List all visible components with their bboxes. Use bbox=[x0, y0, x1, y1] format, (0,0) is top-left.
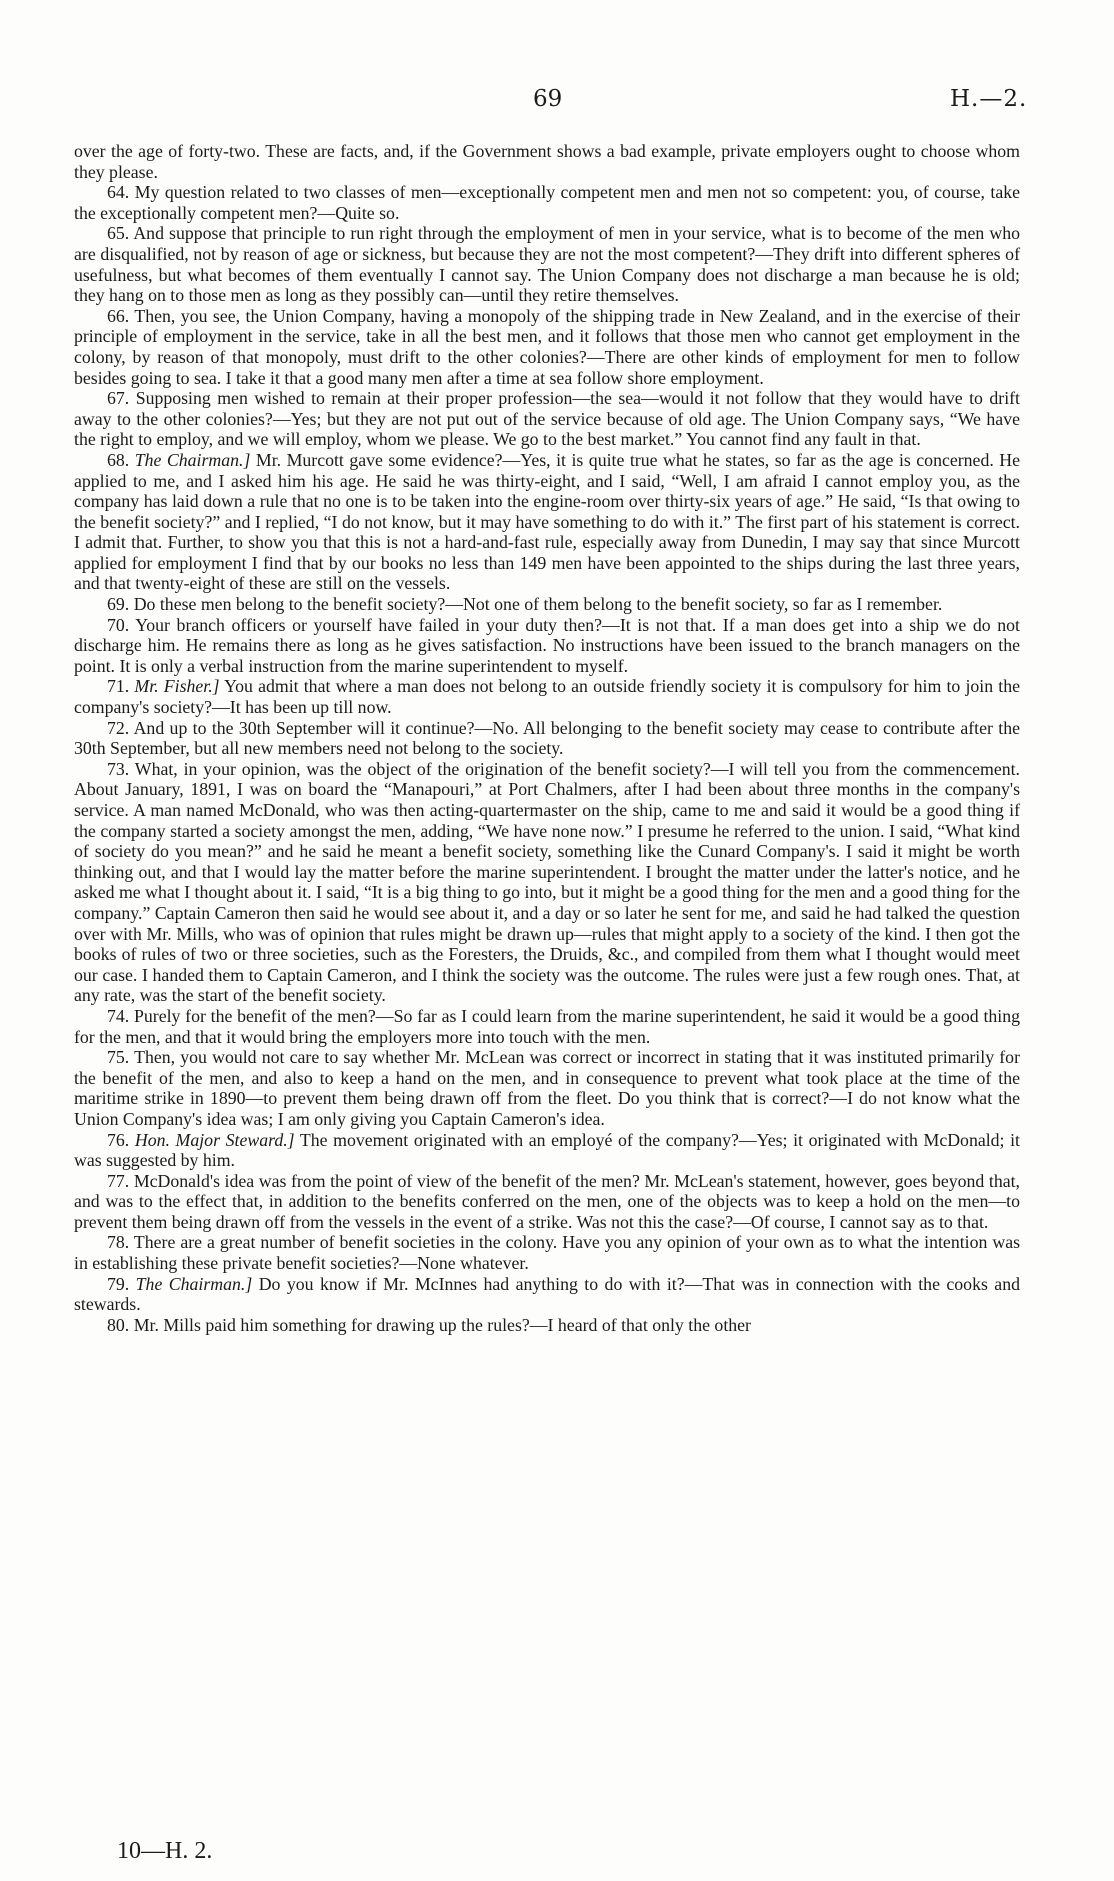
question-69 bbox=[74, 594, 1020, 615]
paragraph-text: Purely for the benefit of the men?—So far as I could learn from the marine superintendent, he said it would be a good thing for the men, and that it would bring the employers more into touch with the men. bbox=[74, 1005, 1020, 1047]
question-number: 71. bbox=[107, 676, 130, 697]
testimony-body bbox=[74, 141, 1020, 1335]
paragraph-text: Mr. Mills paid him something for drawing up the rules?—I heard of that only the other bbox=[133, 1314, 751, 1335]
paragraph-text: Then, you see, the Union Company, having a monopoly of the shipping trade in New Zealand, and in the exercise of their principle of employment in the service, take in all the best men, and it follows that those men who cannot get employment in the colony, by reason of that monopoly, must drift to the other colonies?—There are other kinds of employment for men to follow besides going to sea. I take it that a good many men after a time at sea follow shore employment. bbox=[74, 305, 1021, 388]
paragraph-text: There are a great number of benefit societies in the colony. Have you any opinion of your own as to what the intention was in establishing these private benefit societies?—None whatever. bbox=[74, 1232, 1021, 1274]
question-number: 74. bbox=[107, 1005, 130, 1026]
question-number: 72. bbox=[107, 717, 130, 738]
question-79 bbox=[74, 1274, 1020, 1315]
paragraph-text: Do these men belong to the benefit society?—Not one of them belong to the benefit society, so far as I remember. bbox=[133, 594, 943, 615]
paragraph-text: Supposing men wished to remain at their proper profession—the sea—would it not follow that they would have to drift away to the other colonies?—Yes; but they are not put out of the service because of old age. The Union Company says, “We have the right to employ, and we will employ, whom we please. We go to the best market.” You cannot find any fault in that. bbox=[74, 388, 1021, 450]
paragraph-continuation bbox=[74, 141, 1020, 182]
question-70 bbox=[74, 615, 1020, 677]
question-number: 69. bbox=[107, 594, 130, 615]
question-76 bbox=[74, 1130, 1020, 1171]
question-78 bbox=[74, 1232, 1020, 1273]
paragraph-text: And up to the 30th September will it continue?—No. All belonging to the benefit society may cease to contribute after the 30th September, but all new members need not belong to the society. bbox=[74, 717, 1020, 759]
question-number: 73. bbox=[107, 758, 130, 779]
question-number: 64. bbox=[107, 182, 130, 203]
question-number: 78. bbox=[107, 1232, 130, 1253]
question-75 bbox=[74, 1047, 1020, 1129]
paragraph-text: Then, you would not care to say whether Mr. McLean was correct or incorrect in stating that it was instituted primarily for the benefit of the men, and also to keep a hand on the men, and in consequence to prevent what took place at the time of the maritime strike in 1890—to prevent them being drawn off from the fleet. Do you think that is correct?—I do not know what the Union Company's idea was; I am only giving you Captain Cameron's idea. bbox=[74, 1047, 1020, 1129]
question-number: 67. bbox=[107, 388, 130, 409]
speaker-label: The Chairman.] bbox=[135, 1273, 253, 1294]
speaker-label: The Chairman.] bbox=[134, 449, 251, 470]
question-64 bbox=[74, 182, 1020, 223]
paragraph-text: McDonald's idea was from the point of view of the benefit of the men? Mr. McLean's statement, however, goes beyond that, and was to the effect that, in addition to the benefits conferred on the men, one of the objects was to keep a hold on the men—to prevent them being drawn off from the vessels in the event of a strike. Was not this the case?—Of course, I cannot say as to that. bbox=[74, 1170, 1020, 1232]
question-number: 70. bbox=[107, 614, 130, 635]
question-66 bbox=[74, 306, 1020, 388]
question-77 bbox=[74, 1171, 1020, 1233]
speaker-label: Hon. Major Steward.] bbox=[134, 1129, 295, 1150]
question-65 bbox=[74, 223, 1020, 305]
question-74 bbox=[74, 1006, 1020, 1047]
signature-mark: 10—H. 2. bbox=[117, 1838, 213, 1864]
question-71 bbox=[74, 676, 1020, 717]
document-code: H.—2. bbox=[950, 86, 1028, 112]
question-number: 80. bbox=[107, 1314, 130, 1335]
paragraph-text: What, in your opinion, was the object of the origination of the benefit society?—I will tell you from the commencement. About January, 1891, I was on board the “Manapouri,” at Port Chalmers, after I had been about three months in the company's service. A man named McDonald, who was then acting-quartermaster on the ship, came to me and said it would be a good thing if the company started a society amongst the men, adding, “We have none now.” I presume he referred to the union. I said, “What kind of society do you mean?” and he said he meant a benefit society, something like the Cunard Company's. I said it might be worth thinking out, and that I would lay the matter before the marine superintendent. I brought the matter under the latter's notice, and he asked me what I thought about it. I said, “It is a big thing to go into, but it might be a good thing for the men and a good thing for the company.” Captain Cameron then said he would see about it, and a day or so later he sent for me, and said he had talked the question over with Mr. Mills, who was of opinion that rules might be drawn up—rules that might apply to a society of the kind. I then got the books of rules of two or three societies, such as the Foresters, the Druids, &c., and compiled from them what I thought would meet our case. I handed them to Captain Cameron, and I think the society was the outcome. The rules were just a few rough ones. That, at any rate, was the start of the benefit society. bbox=[74, 758, 1020, 1006]
question-67 bbox=[74, 388, 1020, 450]
speaker-label: Mr. Fisher.] bbox=[134, 676, 220, 697]
paragraph-text: over the age of forty-two. These are facts, and, if the Government shows a bad example, private employers ought to choose whom they please. bbox=[74, 141, 1020, 182]
question-73 bbox=[74, 759, 1020, 1006]
page-number: 69 bbox=[533, 86, 563, 112]
paragraph-text: Your branch officers or yourself have failed in your duty then?—It is not that. If a man does get into a ship we do not discharge him. He remains there as long as he gives satisfaction. No instructions have been issued to the branch managers on the point. It is only a verbal instruction from the marine superintendent to myself. bbox=[74, 614, 1020, 676]
paragraph-text: My question related to two classes of men—exceptionally competent men and men not so competent: you, of course, take the exceptionally competent men?—Quite so. bbox=[74, 182, 1020, 223]
paragraph-text: The movement originated with an employé of the company?—Yes; it originated with McDonald; it was suggested by him. bbox=[74, 1129, 1020, 1171]
paragraph-text: Do you know if Mr. McInnes had anything to do with it?—That was in connection with the cooks and stewards. bbox=[74, 1273, 1020, 1315]
question-number: 77. bbox=[107, 1170, 130, 1191]
question-number: 66. bbox=[107, 305, 130, 326]
question-80 bbox=[74, 1315, 1020, 1336]
question-72 bbox=[74, 718, 1020, 759]
question-number: 75. bbox=[107, 1047, 130, 1068]
paragraph-text: Mr. Murcott gave some evidence?—Yes, it is quite true what he states, so far as the age is concerned. He applied to me, and I asked him his age. He said he was thirty-eight, and I said, “Well, I am afraid I cannot employ you, as the company has laid down a rule that no one is to be taken into the engine-room over thirty-six years of age.” He said, “Is that owing to the benefit society?” and I replied, “I do not know, but it may have something to do with it.” The first part of his statement is correct. I admit that. Further, to show you that this is not a hard-and-fast rule, especially away from Dunedin, I may say that since Murcott applied for employment I find that by our books no less than 149 men have been appointed to the ships during the last three years, and that twenty-eight of these are still on the vessels. bbox=[74, 449, 1021, 594]
paragraph-text: And suppose that principle to run right through the employment of men in your service, what is to become of the men who are disqualified, not by reason of age or sickness, but because they are not the most competent?—They drift into different spheres of usefulness, but what becomes of them eventually I cannot say. The Union Company does not discharge a man because he is old; they hang on to those men as long as they possibly can—until they retire themselves. bbox=[74, 223, 1020, 306]
question-number: 79. bbox=[107, 1273, 130, 1294]
question-number: 68. bbox=[107, 449, 130, 470]
question-number: 65. bbox=[107, 223, 130, 244]
question-68 bbox=[74, 450, 1020, 594]
paragraph-text: You admit that where a man does not belong to an outside friendly society it is compulsory for him to join the company's society?—It has been up till now. bbox=[74, 676, 1020, 718]
question-number: 76. bbox=[107, 1129, 130, 1150]
